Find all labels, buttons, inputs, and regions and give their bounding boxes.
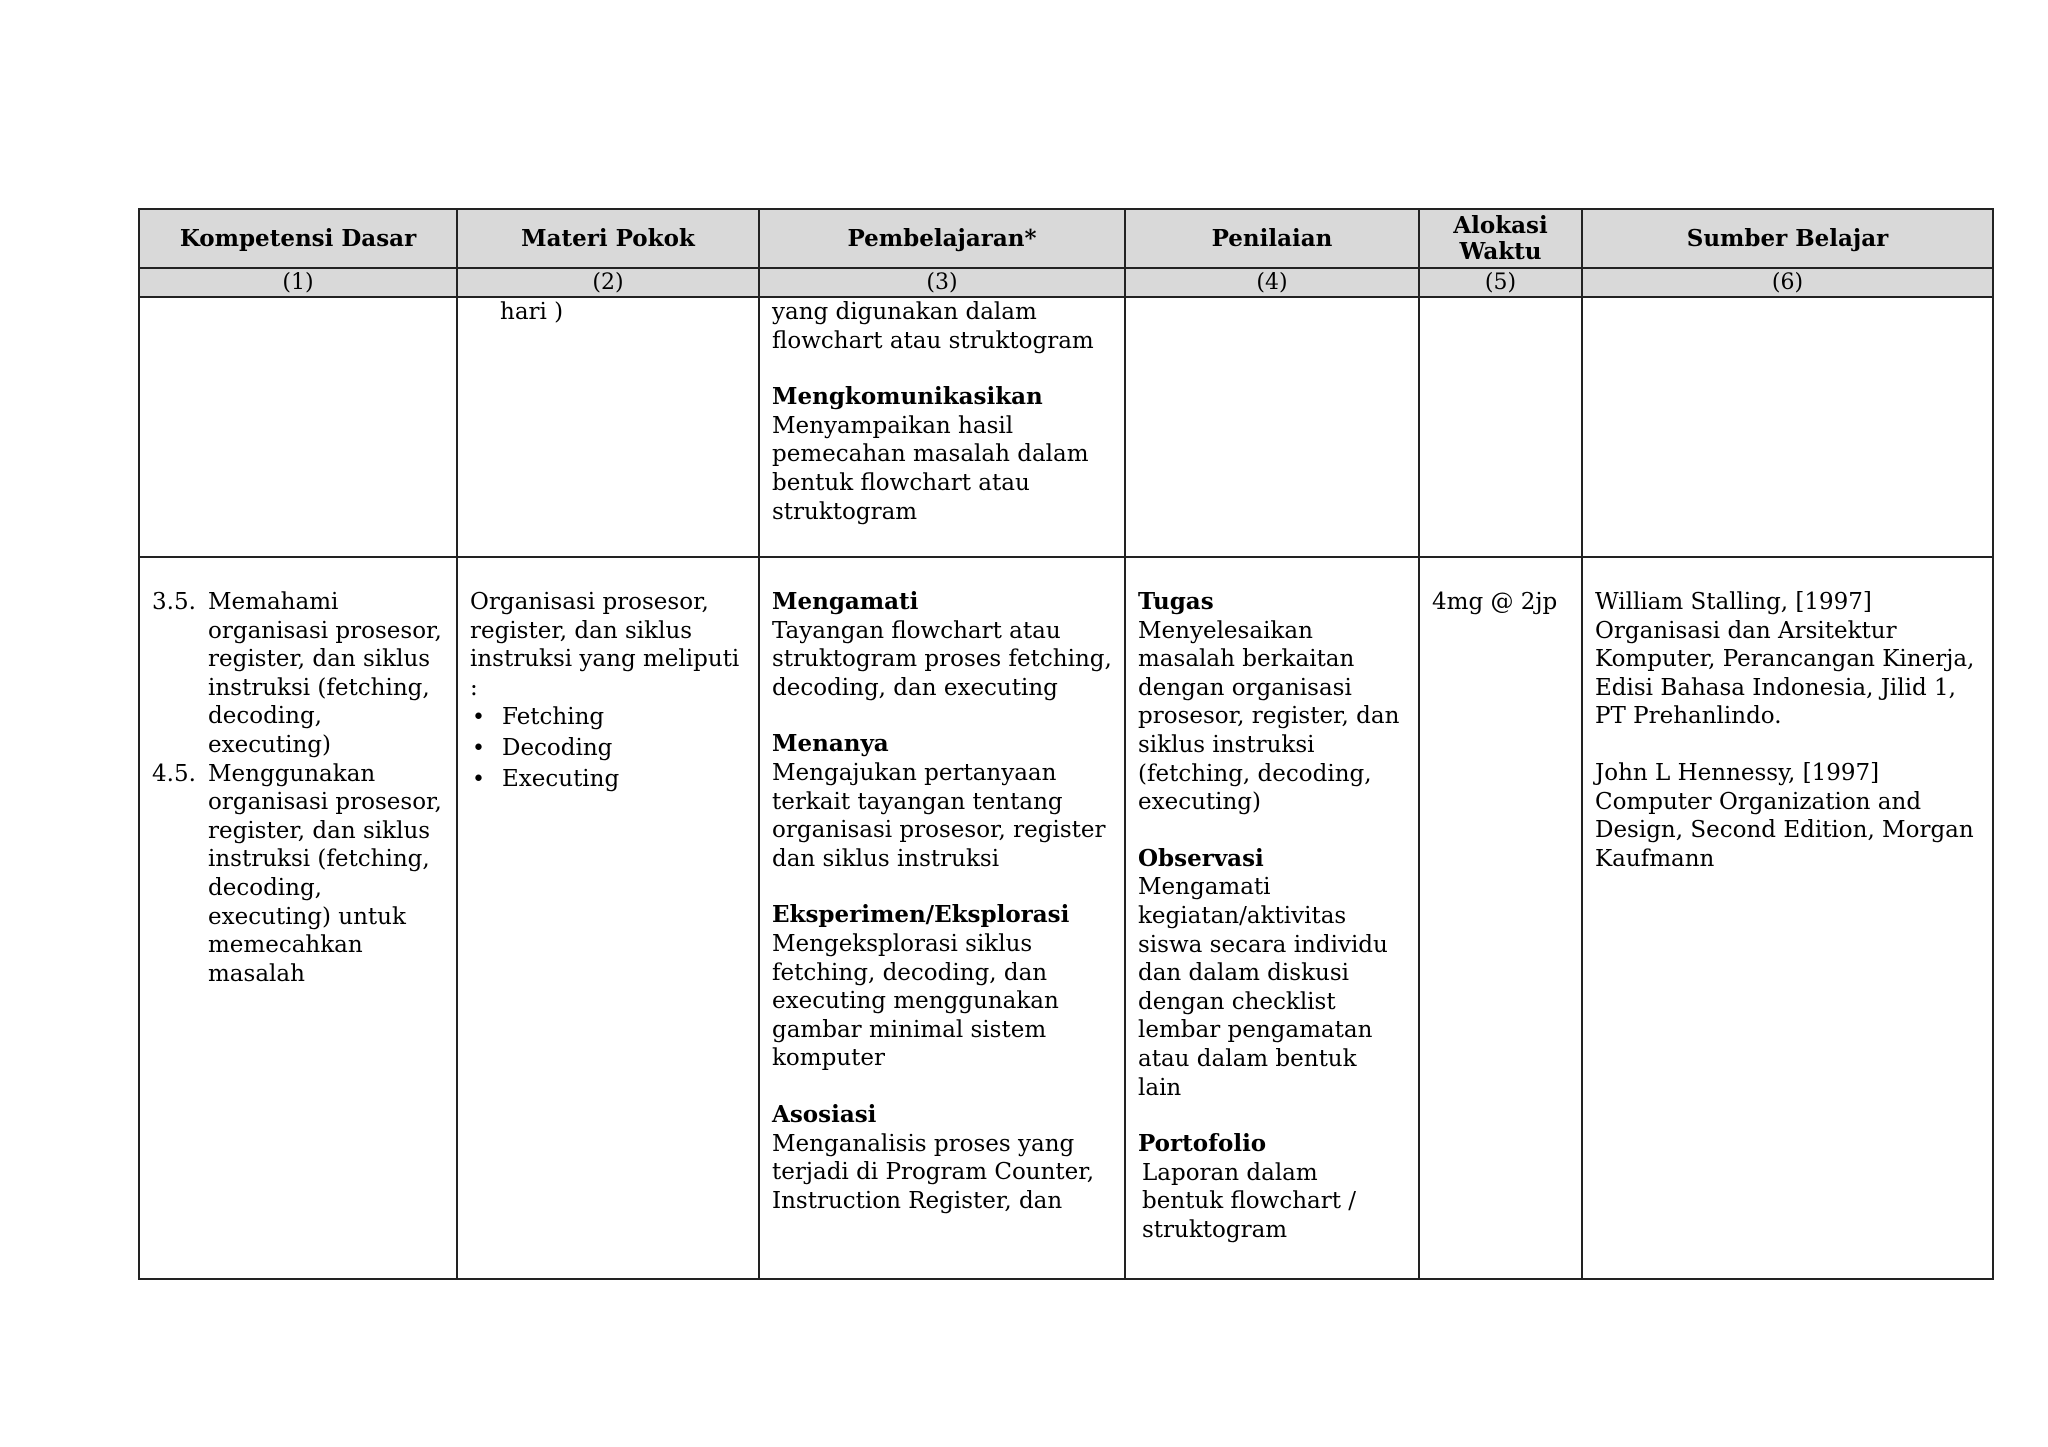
kd-number: 4.5. [152, 760, 196, 787]
cell-materi-pokok [457, 297, 759, 557]
section-text: Mengajukan pertanyaan terkait tayangan tentang organisasi prosesor, register dan siklus instruksi [772, 759, 1106, 872]
kd-item [152, 760, 444, 989]
section-text: Tayangan flowchart atau struktogram proses fetching, decoding, dan executing [772, 617, 1112, 701]
pembelajaran-continuation: yang digunakan dalam flowchart atau struktogram [772, 299, 1094, 354]
section-text: Mengamati kegiatan/aktivitas siswa secara individu dan dalam diskusi dengan checklist lembar pengamatan atau dalam bentuk lain [1138, 874, 1388, 1101]
column-number: (1) [139, 268, 457, 297]
header-kompetensi-dasar: Kompetensi Dasar [139, 209, 457, 268]
cell-kompetensi-dasar [139, 557, 457, 1279]
materi-list [470, 702, 746, 795]
header-sumber-belajar: Sumber Belajar [1582, 209, 1993, 268]
section-title: Tugas [1138, 588, 1214, 615]
list-item: • Fetching [502, 702, 746, 733]
reference-item: William Stalling, [1997] Organisasi dan Arsitektur Komputer, Perancangan Kinerja, Edisi Bahasa Indonesia, Jilid 1, PT Prehanlindo. [1595, 589, 1975, 730]
cell-alokasi-waktu [1419, 297, 1582, 557]
header-row [139, 209, 1993, 268]
section-text: Menyelesaikan masalah berkaitan dengan organisasi prosesor, register, dan siklus instruksi (fetching, decoding, executing) [1138, 617, 1400, 816]
cell-penilaian [1125, 297, 1419, 557]
kd-text: Menggunakan organisasi prosesor, register, dan siklus instruksi (fetching, decoding, executing) untuk memecahkan masalah [208, 760, 442, 987]
table-row [139, 297, 1993, 557]
section-title: Portofolio [1138, 1130, 1267, 1158]
materi-intro: Organisasi prosesor, register, dan siklus instruksi yang meliputi : [470, 589, 740, 701]
section-text: Menganalisis proses yang terjadi di Program Counter, Instruction Register, dan [772, 1130, 1095, 1214]
cell-alokasi-waktu [1419, 557, 1582, 1279]
table-row [139, 557, 1993, 1279]
cell-sumber-belajar [1582, 297, 1993, 557]
section-title: Mengamati [772, 588, 919, 615]
section-text: Laporan dalam bentuk flowchart / struktogram [1142, 1159, 1357, 1243]
cell-sumber-belajar [1582, 557, 1993, 1279]
header-alokasi-waktu: Alokasi Waktu [1419, 209, 1582, 268]
section-title: Eksperimen/Eksplorasi [772, 901, 1070, 929]
section-title: Mengkomunikasikan [772, 383, 1043, 411]
cell-materi-pokok [457, 557, 759, 1279]
column-number: (3) [759, 268, 1125, 297]
materi-continuation: hari ) [500, 299, 564, 325]
alokasi-value: 4mg @ 2jp [1432, 589, 1558, 615]
column-number: (4) [1125, 268, 1419, 297]
column-number: (5) [1419, 268, 1582, 297]
reference-item: John L Hennessy, [1997] Computer Organization and Design, Second Edition, Morgan Kaufmann [1595, 759, 1974, 872]
section-title: Observasi [1138, 844, 1264, 872]
header-materi-pokok: Materi Pokok [457, 209, 759, 268]
list-item: • Executing [502, 764, 746, 795]
column-number: (2) [457, 268, 759, 297]
header-penilaian: Penilaian [1125, 209, 1419, 268]
column-number: (6) [1582, 268, 1993, 297]
syllabus-table [138, 208, 1994, 1280]
section-title: Menanya [772, 730, 889, 758]
kd-text: Memahami organisasi prosesor, register, dan siklus instruksi (fetching, decoding, executing) [208, 589, 442, 758]
column-number-row [139, 268, 1993, 297]
header-pembelajaran: Pembelajaran* [759, 209, 1125, 268]
kd-number: 3.5. [152, 589, 196, 615]
cell-kompetensi-dasar [139, 297, 457, 557]
section-title: Asosiasi [772, 1100, 877, 1128]
cell-pembelajaran [759, 297, 1125, 557]
section-text: Menyampaikan hasil pemecahan masalah dalam bentuk flowchart atau struktogram [772, 412, 1089, 525]
section-text: Mengeksplorasi siklus fetching, decoding, dan executing menggunakan gambar minimal sistem komputer [772, 930, 1059, 1072]
cell-pembelajaran [759, 557, 1125, 1279]
list-item: • Decoding [502, 733, 746, 764]
cell-penilaian [1125, 557, 1419, 1279]
kd-item [152, 588, 444, 760]
